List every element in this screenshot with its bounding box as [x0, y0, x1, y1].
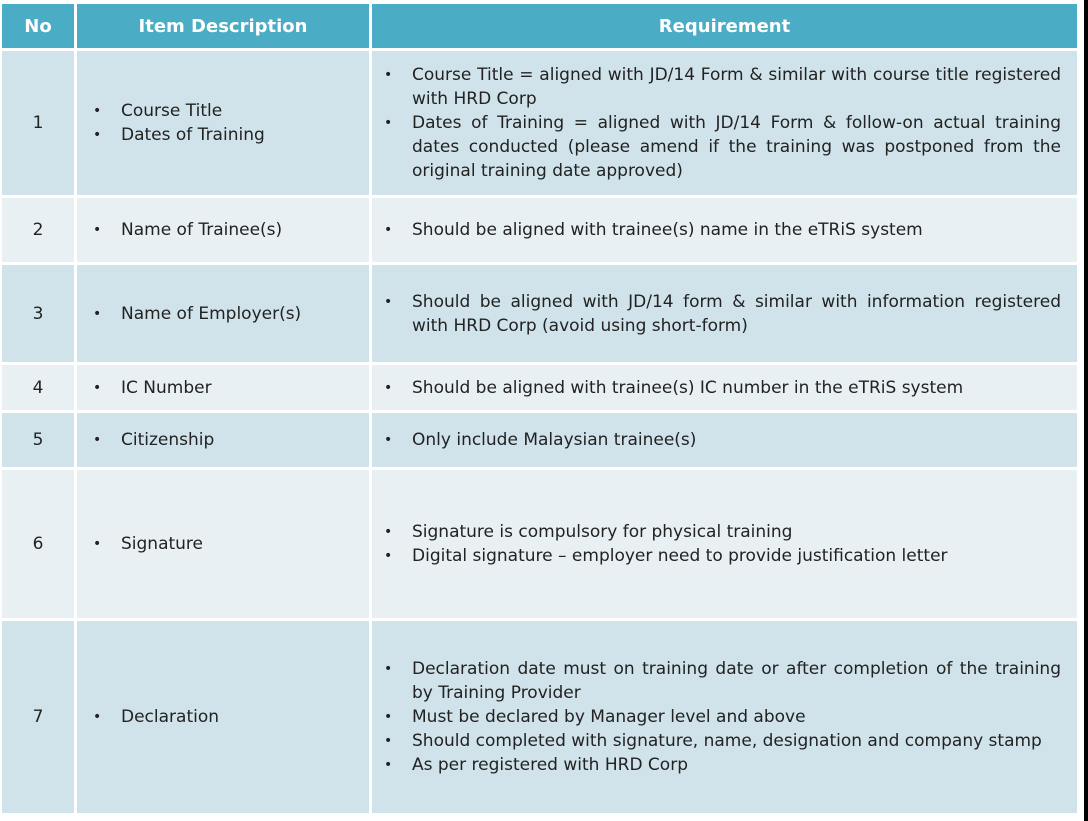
requirement-cell — [372, 198, 1077, 262]
item-bullet: • IC Number — [77, 376, 369, 400]
item-description-cell — [77, 365, 369, 410]
row-number: 3 — [2, 265, 74, 362]
header-requirement: Requirement — [372, 4, 1077, 48]
requirement-bullet: • Signature is compulsory for physical training — [372, 520, 1061, 544]
row-number: 4 — [2, 365, 74, 410]
requirement-bullet: • Should completed with signature, name, designation and company stamp — [372, 729, 1061, 753]
table-row — [2, 198, 1077, 262]
item-description-cell — [77, 470, 369, 618]
table-row — [2, 51, 1077, 195]
requirements-table — [0, 1, 1080, 816]
requirement-bullet: • Digital signature – employer need to provide justification letter — [372, 544, 1061, 568]
item-bullet: • Dates of Training — [77, 123, 369, 147]
row-number: 7 — [2, 621, 74, 813]
table-row — [2, 470, 1077, 618]
requirement-bullet: • Should be aligned with JD/14 form & similar with information registered with HRD Corp (avoid using short-form) — [372, 290, 1061, 338]
requirement-bullet: • Must be declared by Manager level and above — [372, 705, 1061, 729]
header-item-description: Item Description — [77, 4, 369, 48]
slide-edge-border — [1084, 0, 1088, 821]
table-row — [2, 621, 1077, 813]
requirement-cell — [372, 365, 1077, 410]
item-bullet: • Course Title — [77, 99, 369, 123]
requirement-bullet: • Only include Malaysian trainee(s) — [372, 428, 1061, 452]
item-bullet: • Citizenship — [77, 428, 369, 452]
requirement-bullet: • Dates of Training = aligned with JD/14 Form & follow-on actual training dates conducted (please amend if the training was postponed from the original training date approved) — [372, 111, 1061, 183]
table-row — [2, 265, 1077, 362]
requirement-cell — [372, 265, 1077, 362]
requirement-bullet: • As per registered with HRD Corp — [372, 753, 1061, 777]
table-header-row — [2, 4, 1077, 48]
header-no: No — [2, 4, 74, 48]
item-description-cell — [77, 621, 369, 813]
requirement-cell — [372, 621, 1077, 813]
item-description-cell — [77, 413, 369, 467]
item-description-cell — [77, 265, 369, 362]
row-number: 1 — [2, 51, 74, 195]
row-number: 5 — [2, 413, 74, 467]
requirement-cell — [372, 470, 1077, 618]
requirement-bullet: • Declaration date must on training date or after completion of the training by Training Provider — [372, 657, 1061, 705]
item-description-cell — [77, 51, 369, 195]
requirement-cell — [372, 413, 1077, 467]
row-number: 2 — [2, 198, 74, 262]
requirement-bullet: • Course Title = aligned with JD/14 Form & similar with course title registered with HRD Corp — [372, 63, 1061, 111]
requirement-bullet: • Should be aligned with trainee(s) name in the eTRiS system — [372, 218, 1061, 242]
item-description-cell — [77, 198, 369, 262]
item-bullet: • Declaration — [77, 705, 369, 729]
item-bullet: • Name of Trainee(s) — [77, 218, 369, 242]
row-number: 6 — [2, 470, 74, 618]
requirement-cell — [372, 51, 1077, 195]
table-row — [2, 365, 1077, 410]
item-bullet: • Name of Employer(s) — [77, 302, 369, 326]
requirement-bullet: • Should be aligned with trainee(s) IC number in the eTRiS system — [372, 376, 1061, 400]
item-bullet: • Signature — [77, 532, 369, 556]
table-row — [2, 413, 1077, 467]
